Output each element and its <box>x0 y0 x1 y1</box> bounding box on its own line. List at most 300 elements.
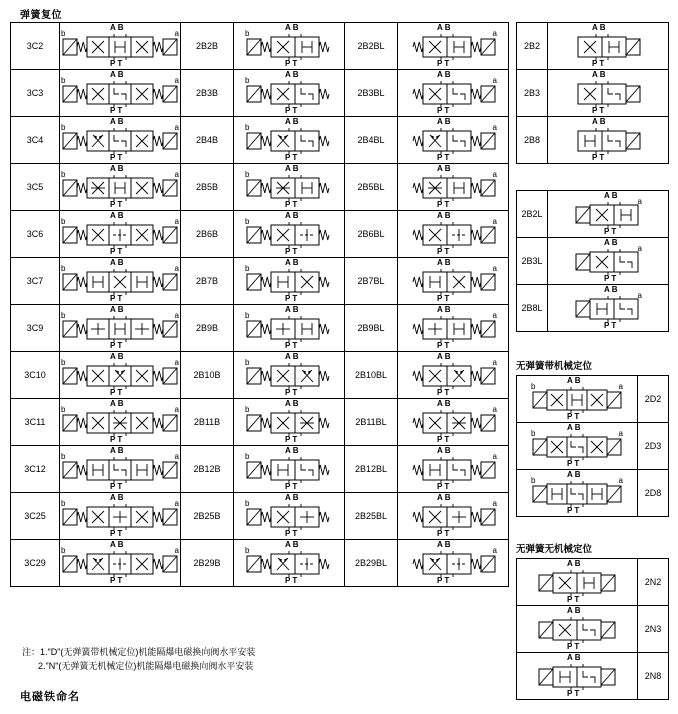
valve-code-3c: 3C3 <box>11 70 60 117</box>
port-label-pt: PT <box>285 529 300 538</box>
port-label-b: b <box>61 452 66 461</box>
symbol-cell <box>517 606 638 653</box>
port-label-pt: PT <box>437 153 452 162</box>
valve-code-2bb: 2B29B <box>181 540 234 587</box>
port-label-ab: AB <box>110 164 126 173</box>
valve-code-2bbl: 2B11BL <box>345 399 398 446</box>
symbol-cell-2bb <box>234 70 345 117</box>
port-label-pt: PT <box>437 106 452 115</box>
section-title-no-mech-detent: 无弹簧无机械定位 <box>516 544 593 555</box>
port-label-pt: PT <box>567 412 582 421</box>
symbol-cell <box>548 191 669 238</box>
valve-symbol <box>61 306 179 350</box>
port-label-ab: AB <box>592 117 608 126</box>
port-label-b: b <box>61 217 66 226</box>
valve-symbol <box>574 239 642 283</box>
port-label-pt: PT <box>437 59 452 68</box>
port-label-a: a <box>174 170 179 179</box>
port-label-b: b <box>531 476 536 485</box>
table-row <box>517 423 669 470</box>
valve-code: 2B3L <box>517 238 548 285</box>
valve-code: 2D3 <box>638 423 669 470</box>
valve-symbol <box>245 353 333 397</box>
valve-symbol <box>409 71 497 115</box>
port-label-ab: AB <box>110 23 126 32</box>
port-label-a: a <box>174 358 179 367</box>
port-label-ab: AB <box>110 446 126 455</box>
table-row <box>517 23 669 70</box>
symbol-cell <box>517 559 638 606</box>
table-row <box>11 258 509 305</box>
valve-symbol <box>574 118 642 162</box>
valve-symbol <box>61 118 179 162</box>
valve-symbol <box>409 165 497 209</box>
port-label-ab: AB <box>437 352 453 361</box>
symbol-cell-2bb <box>234 117 345 164</box>
valve-symbol <box>531 377 623 421</box>
port-label-pt: PT <box>567 459 582 468</box>
valve-code-3c: 3C11 <box>11 399 60 446</box>
symbol-cell-3c <box>60 23 181 70</box>
port-label-b: b <box>61 405 66 414</box>
symbol-cell-3c <box>60 446 181 493</box>
port-label-pt: PT <box>285 388 300 397</box>
valve-symbol <box>537 607 617 651</box>
symbol-cell <box>548 285 669 332</box>
port-label-pt: PT <box>285 153 300 162</box>
port-label-pt: PT <box>110 200 125 209</box>
table-row <box>11 399 509 446</box>
port-label-b: b <box>245 405 250 414</box>
valve-code: 2D8 <box>638 470 669 517</box>
valve-code-3c: 3C10 <box>11 352 60 399</box>
symbol-cell-2bb <box>234 258 345 305</box>
valve-code-2bb: 2B9B <box>181 305 234 352</box>
port-label-ab: AB <box>567 606 583 615</box>
port-label-pt: PT <box>110 341 125 350</box>
symbol-cell-3c <box>60 540 181 587</box>
port-label-a: a <box>492 358 497 367</box>
symbol-cell-2bbl <box>398 446 509 493</box>
symbol-cell-2bb <box>234 211 345 258</box>
right-table-no-spring-b <box>516 190 669 332</box>
port-label-pt: PT <box>567 506 582 515</box>
table-row <box>517 70 669 117</box>
valve-code-3c: 3C29 <box>11 540 60 587</box>
port-label-b: b <box>245 452 250 461</box>
valve-symbol <box>245 541 333 585</box>
valve-code-2bb: 2B11B <box>181 399 234 446</box>
port-label-ab: AB <box>285 446 301 455</box>
port-label-b: b <box>61 358 66 367</box>
port-label-ab: AB <box>437 164 453 173</box>
symbol-cell-2bbl <box>398 117 509 164</box>
port-label-ab: AB <box>437 70 453 79</box>
valve-code-2bb: 2B25B <box>181 493 234 540</box>
valve-code-3c: 3C5 <box>11 164 60 211</box>
valve-symbol <box>409 353 497 397</box>
port-label-ab: AB <box>285 211 301 220</box>
valve-symbol <box>409 212 497 256</box>
port-label-a: a <box>618 382 623 391</box>
valve-code: 2N2 <box>638 559 669 606</box>
valve-symbol <box>537 560 617 604</box>
right-table-no-mech-detent <box>516 558 669 700</box>
valve-symbol <box>245 24 333 68</box>
right-table-mech-detent <box>516 375 669 517</box>
valve-code-2bb: 2B12B <box>181 446 234 493</box>
port-label-ab: AB <box>110 399 126 408</box>
valve-code-3c: 3C9 <box>11 305 60 352</box>
port-label-a: a <box>174 29 179 38</box>
port-label-pt: PT <box>604 227 619 236</box>
table-row <box>11 70 509 117</box>
port-label-b: b <box>61 123 66 132</box>
valve-code-3c: 3C6 <box>11 211 60 258</box>
port-label-ab: AB <box>437 305 453 314</box>
port-label-ab: AB <box>110 70 126 79</box>
table-row <box>11 493 509 540</box>
port-label-a: a <box>492 452 497 461</box>
port-label-ab: AB <box>110 117 126 126</box>
valve-symbol <box>409 306 497 350</box>
symbol-cell-2bbl <box>398 305 509 352</box>
symbol-cell <box>548 70 669 117</box>
port-label-ab: AB <box>285 23 301 32</box>
valve-symbol <box>61 259 179 303</box>
symbol-cell-2bb <box>234 540 345 587</box>
port-label-pt: PT <box>110 294 125 303</box>
port-label-a: a <box>618 429 623 438</box>
main-symbol-table <box>10 22 509 587</box>
valve-code-2bb: 2B10B <box>181 352 234 399</box>
symbol-cell-2bb <box>234 23 345 70</box>
table-row <box>517 653 669 700</box>
port-label-a: a <box>174 217 179 226</box>
table-row <box>517 559 669 606</box>
valve-code: 2D2 <box>638 376 669 423</box>
port-label-ab: AB <box>285 258 301 267</box>
valve-symbol <box>61 400 179 444</box>
port-label-pt: PT <box>110 247 125 256</box>
port-label-a: a <box>174 452 179 461</box>
port-label-a: a <box>174 546 179 555</box>
port-label-pt: PT <box>437 482 452 491</box>
port-label-ab: AB <box>604 238 620 247</box>
symbol-cell-2bbl <box>398 399 509 446</box>
valve-symbol <box>245 118 333 162</box>
valve-code-2bbl: 2B6BL <box>345 211 398 258</box>
port-label-b: b <box>61 170 66 179</box>
port-label-ab: AB <box>285 399 301 408</box>
valve-symbol <box>245 71 333 115</box>
port-label-ab: AB <box>437 446 453 455</box>
table-row <box>517 191 669 238</box>
port-label-a: a <box>174 264 179 273</box>
symbol-cell-2bbl <box>398 70 509 117</box>
port-label-ab: AB <box>110 258 126 267</box>
symbol-cell-2bbl <box>398 540 509 587</box>
table-row <box>517 285 669 332</box>
port-label-ab: AB <box>285 164 301 173</box>
port-label-b: b <box>245 29 250 38</box>
table-row <box>11 211 509 258</box>
symbol-cell-2bb <box>234 305 345 352</box>
port-label-ab: AB <box>567 376 583 385</box>
port-label-b: b <box>245 264 250 273</box>
table-row <box>11 446 509 493</box>
symbol-cell-2bbl <box>398 258 509 305</box>
port-label-b: b <box>61 29 66 38</box>
port-label-ab: AB <box>110 305 126 314</box>
symbol-cell <box>517 423 638 470</box>
port-label-pt: PT <box>285 247 300 256</box>
port-label-a: a <box>492 405 497 414</box>
symbol-cell-3c <box>60 258 181 305</box>
port-label-a: a <box>618 476 623 485</box>
valve-code-3c: 3C4 <box>11 117 60 164</box>
port-label-ab: AB <box>437 258 453 267</box>
valve-code-2bbl: 2B5BL <box>345 164 398 211</box>
symbol-cell <box>548 23 669 70</box>
port-label-b: b <box>245 123 250 132</box>
port-label-a: a <box>492 499 497 508</box>
table-row <box>11 164 509 211</box>
valve-symbol <box>245 400 333 444</box>
port-label-ab: AB <box>437 23 453 32</box>
valve-symbol <box>409 447 497 491</box>
valve-code: 2B3 <box>517 70 548 117</box>
table-row <box>517 376 669 423</box>
valve-code-2bbl: 2B4BL <box>345 117 398 164</box>
symbol-cell-2bb <box>234 164 345 211</box>
port-label-ab: AB <box>110 352 126 361</box>
symbol-cell <box>517 470 638 517</box>
port-label-a: a <box>174 311 179 320</box>
section-title-mech-detent: 无弹簧带机械定位 <box>516 361 593 372</box>
port-label-a: a <box>637 291 642 300</box>
port-label-pt: PT <box>437 529 452 538</box>
symbol-cell-3c <box>60 305 181 352</box>
valve-symbol <box>245 306 333 350</box>
port-label-pt: PT <box>110 106 125 115</box>
port-label-pt: PT <box>437 576 452 585</box>
port-label-pt: PT <box>604 274 619 283</box>
port-label-pt: PT <box>285 435 300 444</box>
port-label-pt: PT <box>592 59 607 68</box>
valve-code: 2B8L <box>517 285 548 332</box>
valve-code-2bbl: 2B3BL <box>345 70 398 117</box>
symbol-cell-2bb <box>234 493 345 540</box>
note-line-2: 2."N"(无弹簧无机械定位)机能隔爆电磁换向阀水平安装 <box>38 661 254 671</box>
port-label-b: b <box>61 76 66 85</box>
port-label-ab: AB <box>437 211 453 220</box>
valve-symbol <box>537 654 617 698</box>
port-label-b: b <box>531 382 536 391</box>
valve-symbol <box>409 24 497 68</box>
port-label-pt: PT <box>567 595 582 604</box>
port-label-a: a <box>174 405 179 414</box>
valve-symbol <box>61 24 179 68</box>
valve-code-3c: 3C7 <box>11 258 60 305</box>
valve-code-2bbl: 2B12BL <box>345 446 398 493</box>
valve-code: 2N3 <box>638 606 669 653</box>
port-label-ab: AB <box>592 70 608 79</box>
port-label-b: b <box>245 76 250 85</box>
valve-symbol <box>245 212 333 256</box>
port-label-pt: PT <box>567 642 582 651</box>
port-label-pt: PT <box>110 435 125 444</box>
symbol-cell-2bb <box>234 399 345 446</box>
port-label-b: b <box>245 311 250 320</box>
symbol-cell-3c <box>60 117 181 164</box>
valve-symbol <box>61 447 179 491</box>
table-row <box>11 117 509 164</box>
table-row <box>517 117 669 164</box>
valve-symbol <box>61 71 179 115</box>
port-label-pt: PT <box>110 388 125 397</box>
valve-code-2bb: 2B3B <box>181 70 234 117</box>
valve-code-2bb: 2B7B <box>181 258 234 305</box>
port-label-pt: PT <box>110 576 125 585</box>
table-row <box>11 23 509 70</box>
port-label-a: a <box>492 123 497 132</box>
valve-symbol <box>61 212 179 256</box>
symbol-cell-2bbl <box>398 352 509 399</box>
valve-symbol <box>61 353 179 397</box>
valve-code-2bb: 2B6B <box>181 211 234 258</box>
port-label-b: b <box>61 311 66 320</box>
port-label-pt: PT <box>285 106 300 115</box>
valve-symbol <box>409 400 497 444</box>
port-label-b: b <box>245 217 250 226</box>
symbol-cell-2bbl <box>398 493 509 540</box>
symbol-cell-2bb <box>234 352 345 399</box>
port-label-pt: PT <box>437 435 452 444</box>
valve-symbol <box>574 192 642 236</box>
port-label-pt: PT <box>110 153 125 162</box>
port-label-a: a <box>492 29 497 38</box>
port-label-ab: AB <box>110 211 126 220</box>
valve-symbol <box>61 541 179 585</box>
symbol-cell-2bbl <box>398 211 509 258</box>
port-label-a: a <box>492 76 497 85</box>
valve-code-2bb: 2B5B <box>181 164 234 211</box>
valve-code: 2B2L <box>517 191 548 238</box>
port-label-ab: AB <box>437 117 453 126</box>
note-line-1: 注：1."D"(无弹簧带机械定位)机能隔爆电磁换向阀水平安装 <box>22 647 256 657</box>
port-label-ab: AB <box>110 540 126 549</box>
symbol-cell <box>517 653 638 700</box>
bottom-section-title: 电磁铁命名 <box>20 691 80 703</box>
port-label-b: b <box>61 264 66 273</box>
port-label-b: b <box>245 170 250 179</box>
port-label-ab: AB <box>437 540 453 549</box>
symbol-cell <box>548 117 669 164</box>
valve-code: 2N8 <box>638 653 669 700</box>
valve-code: 2B2 <box>517 23 548 70</box>
valve-symbol <box>245 494 333 538</box>
port-label-ab: AB <box>285 540 301 549</box>
port-label-ab: AB <box>437 399 453 408</box>
valve-code-2bb: 2B2B <box>181 23 234 70</box>
valve-symbol <box>245 447 333 491</box>
port-label-a: a <box>492 546 497 555</box>
port-label-ab: AB <box>592 23 608 32</box>
valve-symbol <box>574 286 642 330</box>
port-label-pt: PT <box>592 153 607 162</box>
port-label-b: b <box>61 499 66 508</box>
table-row <box>11 305 509 352</box>
valve-symbol <box>409 259 497 303</box>
port-label-ab: AB <box>285 305 301 314</box>
port-label-ab: AB <box>604 191 620 200</box>
port-label-pt: PT <box>437 341 452 350</box>
valve-symbol <box>61 494 179 538</box>
symbol-cell-3c <box>60 70 181 117</box>
port-label-pt: PT <box>285 59 300 68</box>
valve-symbol <box>531 424 623 468</box>
port-label-ab: AB <box>567 470 583 479</box>
table-row <box>517 238 669 285</box>
valve-code-2bbl: 2B9BL <box>345 305 398 352</box>
port-label-pt: PT <box>285 482 300 491</box>
spring-return-heading: 弹簧复位 <box>20 10 62 21</box>
port-label-ab: AB <box>437 493 453 502</box>
port-label-a: a <box>174 123 179 132</box>
port-label-a: a <box>637 244 642 253</box>
port-label-a: a <box>492 264 497 273</box>
port-label-pt: PT <box>110 482 125 491</box>
port-label-a: a <box>174 76 179 85</box>
port-label-a: a <box>492 311 497 320</box>
port-label-ab: AB <box>567 653 583 662</box>
port-label-pt: PT <box>285 341 300 350</box>
valve-symbol <box>574 24 642 68</box>
port-label-pt: PT <box>110 59 125 68</box>
symbol-cell-2bbl <box>398 164 509 211</box>
port-label-pt: PT <box>437 247 452 256</box>
right-table-no-spring-a <box>516 22 669 164</box>
valve-code-3c: 3C12 <box>11 446 60 493</box>
port-label-pt: PT <box>437 294 452 303</box>
port-label-pt: PT <box>285 200 300 209</box>
port-label-b: b <box>245 499 250 508</box>
port-label-pt: PT <box>604 321 619 330</box>
port-label-a: a <box>492 170 497 179</box>
port-label-ab: AB <box>567 423 583 432</box>
port-label-ab: AB <box>110 493 126 502</box>
valve-symbol <box>245 165 333 209</box>
symbol-cell-3c <box>60 493 181 540</box>
port-label-ab: AB <box>604 285 620 294</box>
symbol-cell-3c <box>60 164 181 211</box>
port-label-a: a <box>174 499 179 508</box>
symbol-cell-2bb <box>234 446 345 493</box>
symbol-cell-3c <box>60 352 181 399</box>
valve-code-2bbl: 2B25BL <box>345 493 398 540</box>
port-label-ab: AB <box>285 70 301 79</box>
valve-code-2bbl: 2B10BL <box>345 352 398 399</box>
valve-symbol <box>245 259 333 303</box>
port-label-pt: PT <box>592 106 607 115</box>
symbol-cell-3c <box>60 399 181 446</box>
symbol-cell-2bbl <box>398 23 509 70</box>
table-row <box>11 540 509 587</box>
valve-symbol <box>531 471 623 515</box>
port-label-pt: PT <box>437 388 452 397</box>
table-row <box>11 352 509 399</box>
